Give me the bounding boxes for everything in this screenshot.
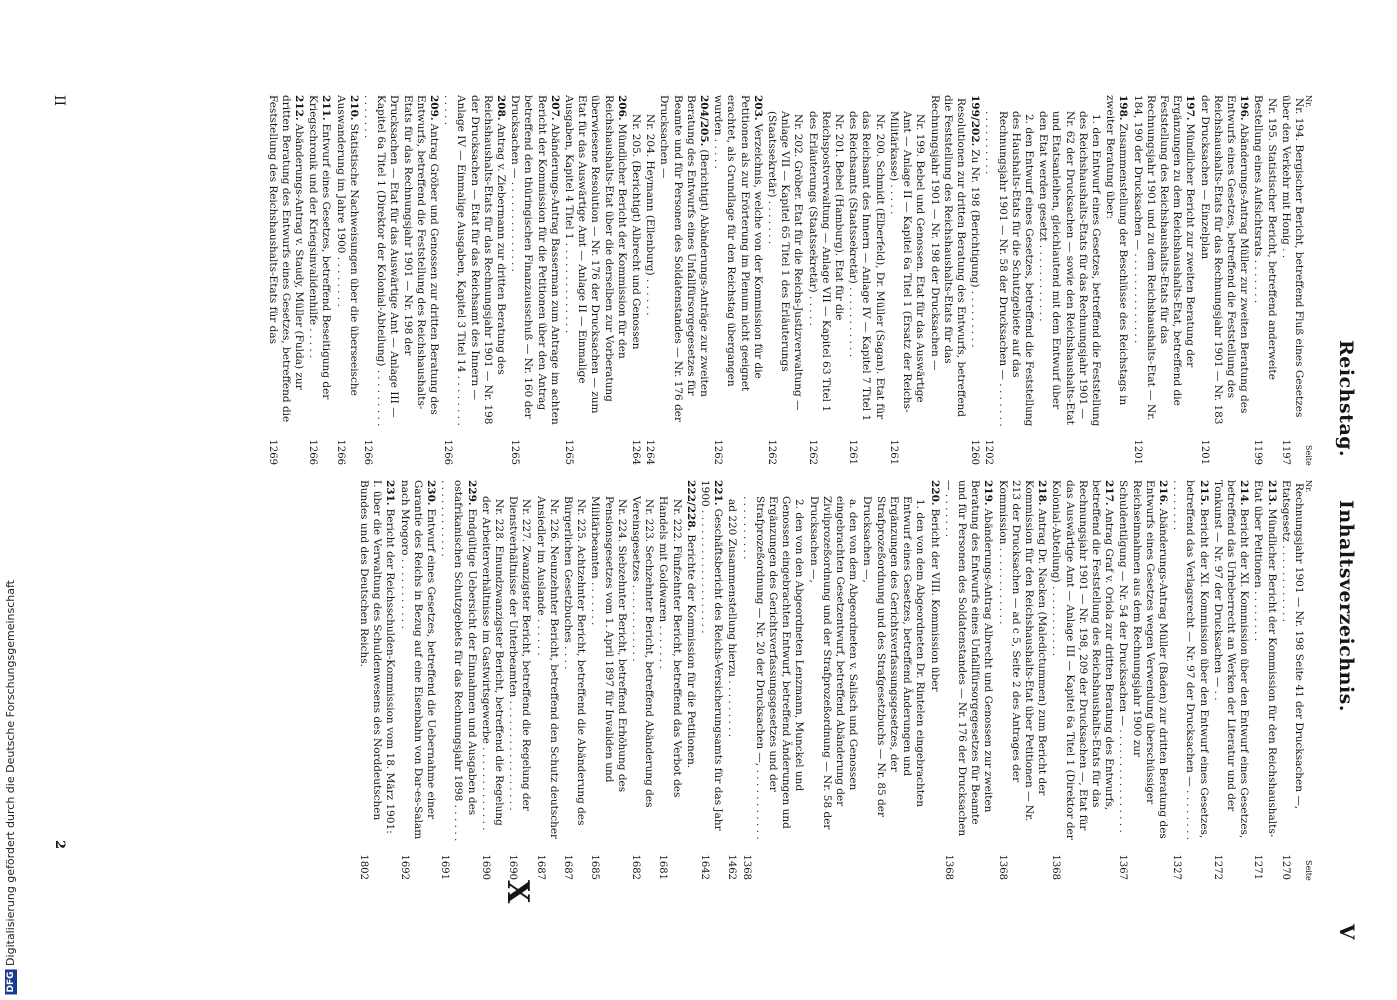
toc-entry [1036,95,1102,465]
toc-entry [765,95,805,465]
toc-entry [684,480,697,880]
toc-entry [265,95,305,465]
entry-page-number: 1266 [442,439,454,465]
entry-number: 209. [428,95,440,121]
entry-page-number: 1261 [887,439,899,465]
toc-entry [629,480,655,880]
toc-entry [725,480,738,880]
entry-text: Berichte der Kommission für die Petitionen. [684,534,697,769]
toc-entry [361,95,440,465]
entry-text: Abänderungs-Antrag v. Staudy, Müller (Fulda) zur dritten Beratung des Entwurfs eines Gesetzes, betreffend die Feststellung des Reichshaushalts-Etats für das [266,95,305,423]
toc-entry [306,95,332,465]
entry-text: Antrag Graf v. Oriola zur dritten Beratung des Entwurfs, betreffend die Feststellung des Reichshaushalts-Etats für das Rechnungsjahr 1901 — Nr. 198, 209 der Drucksachen —, Etat für das Auswärtige Amt — Anlage III — Kapitel 6a Titel 1 (Direktor der Kolonial-Abteilung) . . . . . . . . . . . [1050,480,1116,840]
entry-page-number: 1270 [1279,854,1291,880]
toc-entry [656,480,682,880]
toc-entry [1197,95,1250,465]
running-title-right: Inhaltsverzeichnis. [1335,500,1357,712]
toc-entry [1049,480,1115,880]
entry-number: 204/205. [698,95,711,147]
entry-text: Bericht der XI. Kommission über den Entwurf eines Gesetzes, betreffend das Verlagsrecht — Nr. 97 der Drucksachen — . . . . . . . . . . . . . . . . [1171,480,1210,841]
signature-right: 2 [52,840,67,850]
entry-text: Mündlicher Bericht zur zweiten Beratung der Ergänzungen zu dem Reichshaushalts-Etat, betreffend die Feststellung des Reichshaushalts-Etats für das Rechnungsjahr 1901 und zu dem Reichshaushalts-Etat — Nr. 184, 190 der Drucksachen — . . . . . . . . . . . . . . [1131,95,1197,421]
toc-entry [927,95,967,465]
entry-text: Resolutionen zur dritten Beratung des Entwurfs, betreffend die Feststellung des Reichshaushalts-Etats für das Rechnungsjahr 1901 — Nr. 198 der Drucksachen — [928,95,967,418]
entry-text: Nr. 200. Schmidt (Elberfeld), Dr. Müller (Sagan). Etat für das Reichsamt des Innern — Anlage IV — Kapitel 7 Titel 1 des Reichsamts (Staatssekretär) . . . . . . . . . . . [847,111,886,422]
entry-page-number: 1201 [1198,439,1210,465]
entry-number: 208. [495,95,508,121]
column-head-seite-right: Seite [1304,860,1313,881]
entry-text: Abänderungs-Antrag Müller (Baden) zur dritten Beratung des Entwurfs eines Gesetzes wegen Verwendung überschüssiger Reichseinnahmen aus dem Rechnungsjahr 1900 zur Schuldentilgung — Nr. 54 der Drucksachen — . . . . . . . . . . . . . . . . [1117,480,1169,839]
entry-text: ad 220 Zusammenstellung hierzu . . . . . . . . . [726,499,739,738]
entry-text: Abänderungs-Antrag Müller zur zweiten Beratung des Entwurfs eines Gesetzes, betreffend die Feststellung des Reichshaushalts-Etats für das Rechnungsjahr 1901 — Nr. 183 der Drucksachen — Einzelplan [1198,95,1251,425]
entry-number: 217. [1103,480,1116,506]
entry-page-number: 1271 [1252,854,1264,880]
entry-text: Endgültige Uebersicht der Einnahmen und Ausgaben des ostafrikanischen Schutzgebiets für das Rechnungsjahr 1898 . . . . . . . . . . . . . . . . . . [439,480,478,842]
toc-entry [1103,95,1129,465]
entry-text: (Berichtigt) Abänderungs-Anträge zur zweiten Beratung des Entwurfs eines Unfallfürsorgegesetzes für Beamte und für Personen des Soldatenstandes — Nr. 176 der Drucksachen — [658,95,711,423]
entry-text: Antrag Dr. Nacken (Maledictummen) zum Bericht der Kommission für den Reichshaushalts-Etat über Petitionen — Nr. 213 der Drucksachen — ad c 5, Seite 2 des Antrages der Kommission . . . . . . . . . . . . [996,480,1049,822]
signature-left: II [51,95,67,107]
entry-page-number: 1368 [740,854,752,880]
entry-page-number: 1266 [334,439,346,465]
entry-number: 210. [347,95,360,121]
entry-page-number: 1262 [766,439,778,465]
entry-page-number: 1266 [361,439,373,465]
entry-text: Nr. 228. Einundzwanzigster Bericht, betreffend die Regelung der Arbeiterverhältnisse im Gastwirtsgewerbe . . . . . . . . . . . . . [479,496,506,831]
toc-entry [805,95,845,465]
toc-entry [533,480,559,880]
toc-entry [1211,480,1251,880]
entry-page-number: 1642 [699,854,711,880]
entry-page-number: 1264 [644,439,656,465]
entry-text: Nr. 224. Siebzehnter Bericht, betreffend Erhöhung des Pensionsgesetzes vom 1. April 1897 für Invaliden und Militärbeamten . . . . . . . [589,496,628,793]
toc-entry [887,95,927,465]
entry-text: Entwurf eines Gesetzes, betreffend Beseitigung der Kriegschronik und der Kriegsinvalidenhilfe . . . . . [307,95,333,400]
entry-page-number: 1687 [534,854,546,880]
entry-text: Nr. 202. Gröber. Etat für die Reichs-Justizverwaltung — Anlage VII — Kapitel 65 Titel 1 des Erläuterungs (Staatssekretär) . . . . . . . [766,111,805,411]
toc-entry [846,95,886,465]
entry-text: Nr. 204. Heymann (Ellenburg) . . . . . . [644,114,657,316]
entry-page-number: 1691 [439,854,451,880]
page-numeral: V [1335,923,1359,940]
entry-text: Antrag v. Ziebermann zur dritten Beratung des Reichshaushalts-Etats für das Rechnungsjahr 1901 — Nr. 198 der Drucksachen — Etat für das Reichsamt des Innern — Anlage IV — Einmalige Ausgaben, Kapitel 3 Titel 14 . . . . . . . . . . . . . [442,95,508,426]
entry-text: Nr. 205. (Berichtigt) Albrecht und Genossen [630,114,643,350]
entry-page-number: 1201 [1131,439,1143,465]
toc-entry [643,95,656,465]
toc-entry [508,95,561,465]
entry-number: 196. [1238,95,1251,121]
entry-number: 219. [982,480,995,506]
toc-entry [333,95,359,465]
toc-column-left [264,95,1305,465]
entry-page-number: 1265 [563,439,575,465]
toc-entry [1130,95,1196,465]
toc-entry [927,480,940,880]
toc-entry [739,480,805,880]
entry-page-number: 1368 [1050,854,1062,880]
entry-text: a. den von dem Abgeordneten v. Salisch und Genossen eingebrachten Gesetzentwurf, betreffend Abänderung der Zivilprozeßordnung und der Strafprozeßordnung — Nr. 58 der Drucksachen —, [807,496,860,830]
toc-entry [561,480,587,880]
entry-text: Nr. 223. Sechzehnter Bericht, betreffend Abänderung des Vereinsgesetzes . . . . . . . . . . . . [630,496,656,808]
entry-text: Zusammenstellung der Beschlüsse des Reichstags in zweiter Beratung über: [1104,95,1130,406]
entry-text: Bericht der VIII. Kommission über [928,508,941,692]
toc-entry [698,480,724,880]
entry-text: Statistische Nachweisungen über die überseeische Auswanderung im Jahre 1900 . . . . . . . . [334,95,360,396]
entry-page-number: 1202 [983,439,995,465]
column-head-seite: Seite [1304,445,1313,466]
toc-entry [479,480,505,880]
entry-number: 229. [465,480,478,506]
entry-text: Nr. 225. Achtzehnter Bericht, betreffend die Abänderung des Bürgerlichen Gesetzbuches . . . . [562,496,588,826]
entry-number: 214. [1238,480,1251,506]
toc-entry [968,95,981,465]
entry-text: Geschäftsbericht des Reichs-Versicherungsamts für das Jahr 1900 . . . . . . . . . . . . . . . . . . . [699,480,725,831]
entry-number: 206. [615,95,628,121]
toc-entry [1251,480,1277,880]
entry-text: 1. den Entwurf eines Gesetzes, betreffend die Feststellung des Reichshaushalts-Etats für das Rechnungsjahr 1901 — Nr. 62 der Drucksachen — sowie den Reichshaushalts-Etat und Etatsanleihen, gleichlautend mit dem Entwurf über den Etat werden gesetzt . . . . . . . . . . . . [1037,111,1102,427]
entry-number: 213. [1265,480,1278,506]
entry-text: Mündlicher Bericht der Kommission für den Reichshaushalts-Etat über Petitionen . . . . . . . . [1252,480,1278,838]
entry-page-number: 1197 [1279,439,1291,465]
toc-entry [1279,480,1305,880]
entry-page-number: 1682 [630,854,642,880]
toc-entry [441,95,507,465]
digitization-credit-strip [0,0,26,1000]
entry-number: 211. [320,95,333,121]
entry-page-number: 1368 [942,854,954,880]
entry-page-number: 1262 [712,439,724,465]
entry-page-number: 1368 [996,854,1008,880]
entry-text: 2. den Entwurf eines Gesetzes, betreffend die Feststellung des Haushalts-Etats für die Schutzgebiete auf das Rechnungsjahr 1901 — Nr. 58 der Drucksachen — . . . . . . . . . . . . . . . . . [983,111,1035,427]
entry-text: Rechnungsjahr 1901 — Nr. 198 Seite 41 der Drucksachen —, Etatsgesetz . . . . . . . . . . . . [1279,480,1305,810]
toc-entry [562,95,628,465]
entry-number: 221. [712,480,725,506]
entry-text: 2. den von den Abgeordneten Lenzmann, Munckel und Genossen eingebrachten Entwurf, betreffend Änderungen und Ergänzungen des Gerichtsverfassungsgesetzes und der Strafprozeßordnung — Nr. 20 der Drucksachen —, . . . . . . . . . . . . . . . . . . . . . [740,496,806,840]
toc-entry [711,95,764,465]
entry-text: Abänderungs-Antrag Basserman zum Antrage im achten Bericht der Kommission für die Petitionen über den Antrag betreffend den thüringischen Finanzausschuß — Nr. 160 der Drucksachen — . . . . . . . . . . . . . . [509,95,561,425]
entry-page-number: 1269 [266,439,278,465]
entry-page-number: 1802 [357,854,369,880]
entry-number: 220. [928,480,941,506]
toc-entry [629,95,642,465]
entry-text: Verzeichnis, welche von der Kommission für die Petitionen als zur Erörterung im Plenum nicht geeignet erachtet, als Grundlage für den Reichstag übergangen wurden . . . . . [712,95,764,392]
toc-entry [438,480,478,880]
toc-entry [357,480,397,880]
entry-number: 218. [1036,480,1049,506]
entry-number: 216. [1156,480,1169,506]
entry-page-number: 1462 [726,854,738,880]
entry-text: Nr. 199. Bebel und Genossen. Etat für das Auswärtige Amt — Anlage II — Kapitel 6a Titel 1 (Ersatz der Reichs-Militärkasse) . . . . . [887,111,927,413]
entry-number: 199/202. [969,95,982,147]
toc-entry [1116,480,1169,880]
entry-page-number: 1261 [847,439,859,465]
entry-page-number: 1264 [630,439,642,465]
entry-page-number: 1690 [479,854,491,880]
entry-text: Nr. 201. Bebel (Hamburg). Etat für die Reichspostverwaltung — Anlage VII — Kapitel 63 Titel 1 des Erläuterungs (Staatssekretär) . . . . . [806,111,846,413]
credit-text: Digitalisierung gefördert durch die Deutsche Forschungsgemeinschaft [4,579,17,966]
toc-entry [860,480,926,880]
entry-page-number: 1327 [1171,854,1183,880]
column-head-nr: Nr. [1304,95,1313,108]
entry-page-number: 1685 [589,854,601,880]
entry-number: 231. [384,480,397,506]
entry-page-number: 1690 [507,854,519,880]
entry-text: Zu Nr. 198 (Berichtigung) . . . . . . . . . [969,149,982,348]
toc-entry [588,480,628,880]
entry-page-number: 1272 [1211,854,1223,880]
entry-page-number: 1199 [1252,439,1264,465]
entry-text: Abänderungs-Antrag Albrecht und Genossen zur zweiten Beratung des Entwurfs eines Unfallfürsorgegesetzes für Beamte und für Personen des Soldatenstandes — Nr. 176 der Drucksachen — . . . . . . . [942,480,995,837]
entry-page-number: 1260 [969,439,981,465]
entry-text: Nr. 194. Bergischer Bericht, betreffend Fluß eines Gesetzes über den Verkehr mit Honig . . [1279,95,1305,418]
entry-number: 207. [548,95,561,121]
entry-number: 212. [292,95,305,121]
entry-page-number: 1692 [398,854,410,880]
entry-page-number: 1367 [1117,854,1129,880]
entry-number: 215. [1197,480,1210,506]
toc-entry [942,480,995,880]
entry-page-number: 1687 [562,854,574,880]
running-title-left: Reichstag. [1335,340,1357,458]
entry-number: 222/228. [684,480,697,532]
toc-entry [995,480,1048,880]
entry-page-number: 1265 [509,439,521,465]
toc-column-right [356,480,1305,880]
handwritten-x-mark: X [500,880,535,904]
toc-entry [1251,95,1277,465]
entry-text: Nr. 195. Statistischer Bericht, betreffend anderweite Bestellung eines Aufsichtsrats . . . . . . . [1252,95,1278,380]
entry-text: Antrag Gröber und Genossen zur dritten Beratung des Entwurfs, betreffend die Feststellung des Reichshaushalts-Etats für das Rechnungsjahr 1901 — Nr. 198 der Drucksachen — Etat für das Auswärtige Amt — Anlage III — Kapitel 6a Titel 1 (Direktor der Kolonial-Abteilung) . . . . . . . . . . . . . . . . [361,95,440,427]
column-head-nr-right: Nr. [1304,480,1313,493]
entry-text: Nr. 222. Fünfzehnter Bericht, betreffend das Verbot des Handels mit Goldwaren . . . . . . . [657,496,683,798]
entry-page-number: 1681 [657,854,669,880]
toc-entry [397,480,437,880]
entry-page-number: 1266 [307,439,319,465]
entry-text: Nr. 227. Zwanzigster Bericht, betreffend die Regelung der Dienstverhältnisse der Unterbeamten . . . . . . . . . . . . . . . . . [507,496,533,811]
entry-number: 197. [1184,95,1197,121]
toc-entry [1279,95,1305,465]
entry-page-number: 1262 [806,439,818,465]
entry-text: Nr. 226. Neunzehnter Bericht, betreffend den Schutz deutscher Ansiedler im Auslande . . . . . . [534,496,560,840]
entry-text: Bericht der Reichsschulden-Kommission vom 18. März 1901: I. über die Verwaltung des Schuldenwesens des Norddeutschen Bundes und des Deutschen Reichs. [357,480,397,834]
dfg-logo: DFG [6,970,16,992]
toc-entry [1170,480,1210,880]
toc-entry [806,480,859,880]
entry-text: Entwurf eines Gesetzes, betreffend die Uebernahme einer Garantie des Reichs in Bezug auf eine Eisenbahn von Dar-es-Salam nach Mrogoro . . . . . . . . . . . [398,480,437,840]
entry-number: 230. [425,480,437,506]
entry-text: Mündlicher Bericht der Kommission für den Reichshaushalts-Etat über die derselben zur Vorberatung überwiesene Resolution — Nr. 176 der Drucksachen — zum Etat für das Auswärtige Amt — Anlage II — Einmalige Ausgaben, Kapitel 4 Titel 1 . . . . . . . . . . . . . . [563,95,628,414]
entry-text: Bericht der XI. Kommission über den Entwurf eines Gesetzes, betreffend das Urheberrecht an Werken der Literatur und der Tonkunst — Nr. 97 der Drucksachen — . . [1211,480,1251,839]
entry-number: 203. [751,95,764,121]
toc-entry [657,95,710,465]
entry-number: 198. [1117,95,1130,121]
toc-entry [982,95,1035,465]
entry-text: 1. den von dem Abgeordneten Dr. Rintelen eingebrachten Entwurf eines Gesetzes, betreffend Änderungen und Ergänzungen des Gerichtsverfassungsgesetzes, der Strafprozeßordnung und des Strafgesetzbuchs — Nr. 85 der Drucksachen —, [861,496,927,817]
toc-entry [506,480,532,880]
